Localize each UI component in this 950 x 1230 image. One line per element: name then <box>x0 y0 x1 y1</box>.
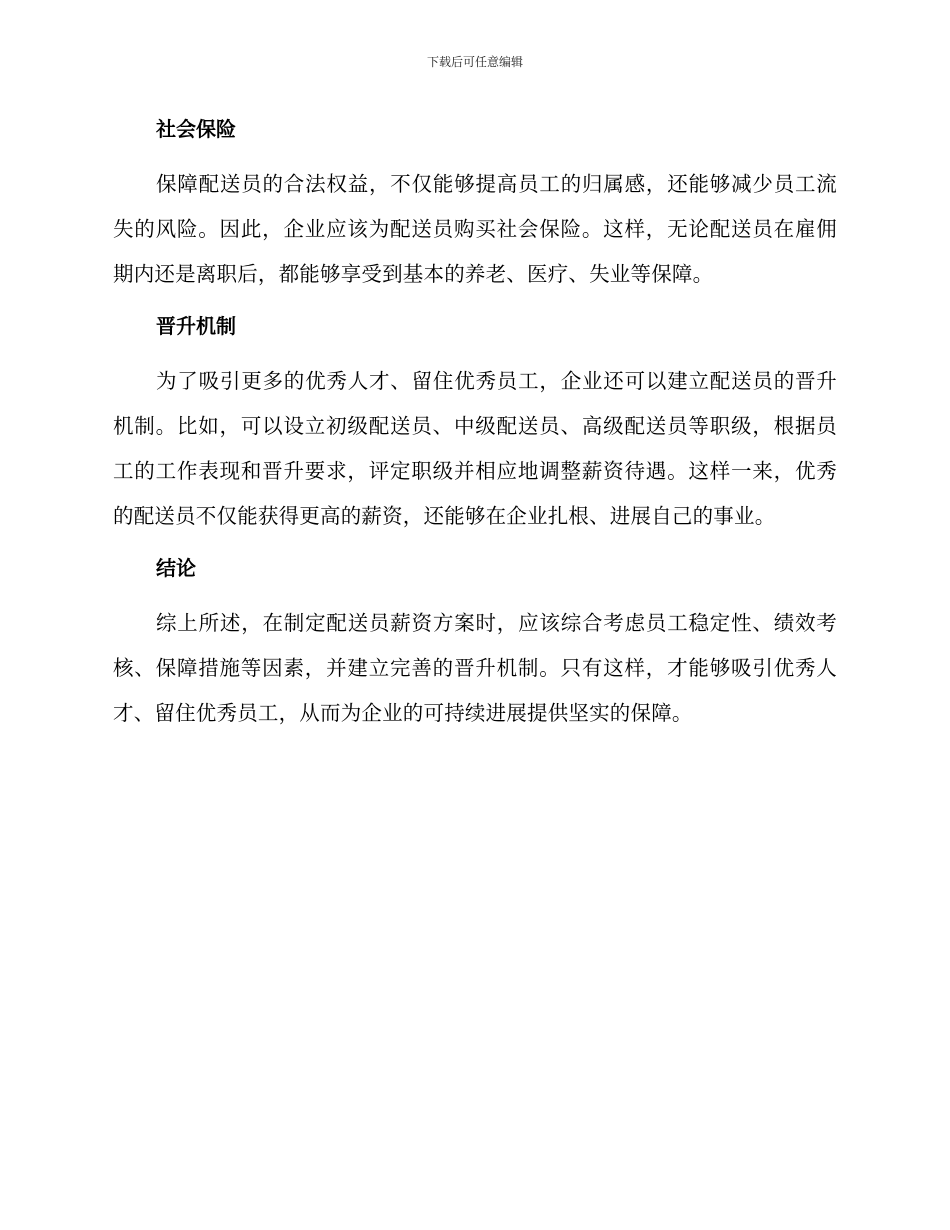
section-heading-social-insurance: 社会保险 <box>156 117 236 141</box>
paragraph-social-insurance: 保障配送员的合法权益，不仅能够提高员工的归属感，还能够减少员工流失的风险。因此，企业应该为配送员购买社会保险。这样，无论配送员在雇佣期内还是离职后，都能够享受到基本的养老、医疗、失业等保障。 <box>113 172 837 286</box>
page-header: 下载后可任意编辑 <box>426 55 523 69</box>
section-heading-conclusion: 结论 <box>156 556 196 580</box>
section-heading-promotion: 晋升机制 <box>156 314 236 338</box>
paragraph-promotion: 为了吸引更多的优秀人才、留住优秀员工，企业还可以建立配送员的晋升机制。比如，可以设立初级配送员、中级配送员、高级配送员等职级，根据员工的工作表现和晋升要求，评定职级并相应地调整薪资待遇。这样一来，优秀的配送员不仅能获得更高的薪资，还能够在企业扎根、进展自己的事业。 <box>113 369 837 528</box>
paragraph-conclusion: 综上所述，在制定配送员薪资方案时，应该综合考虑员工稳定性、绩效考核、保障措施等因素，并建立完善的晋升机制。只有这样，才能够吸引优秀人才、留住优秀员工，从而为企业的可持续进展提供坚实的保障。 <box>113 611 837 725</box>
document-body <box>113 112 837 748</box>
